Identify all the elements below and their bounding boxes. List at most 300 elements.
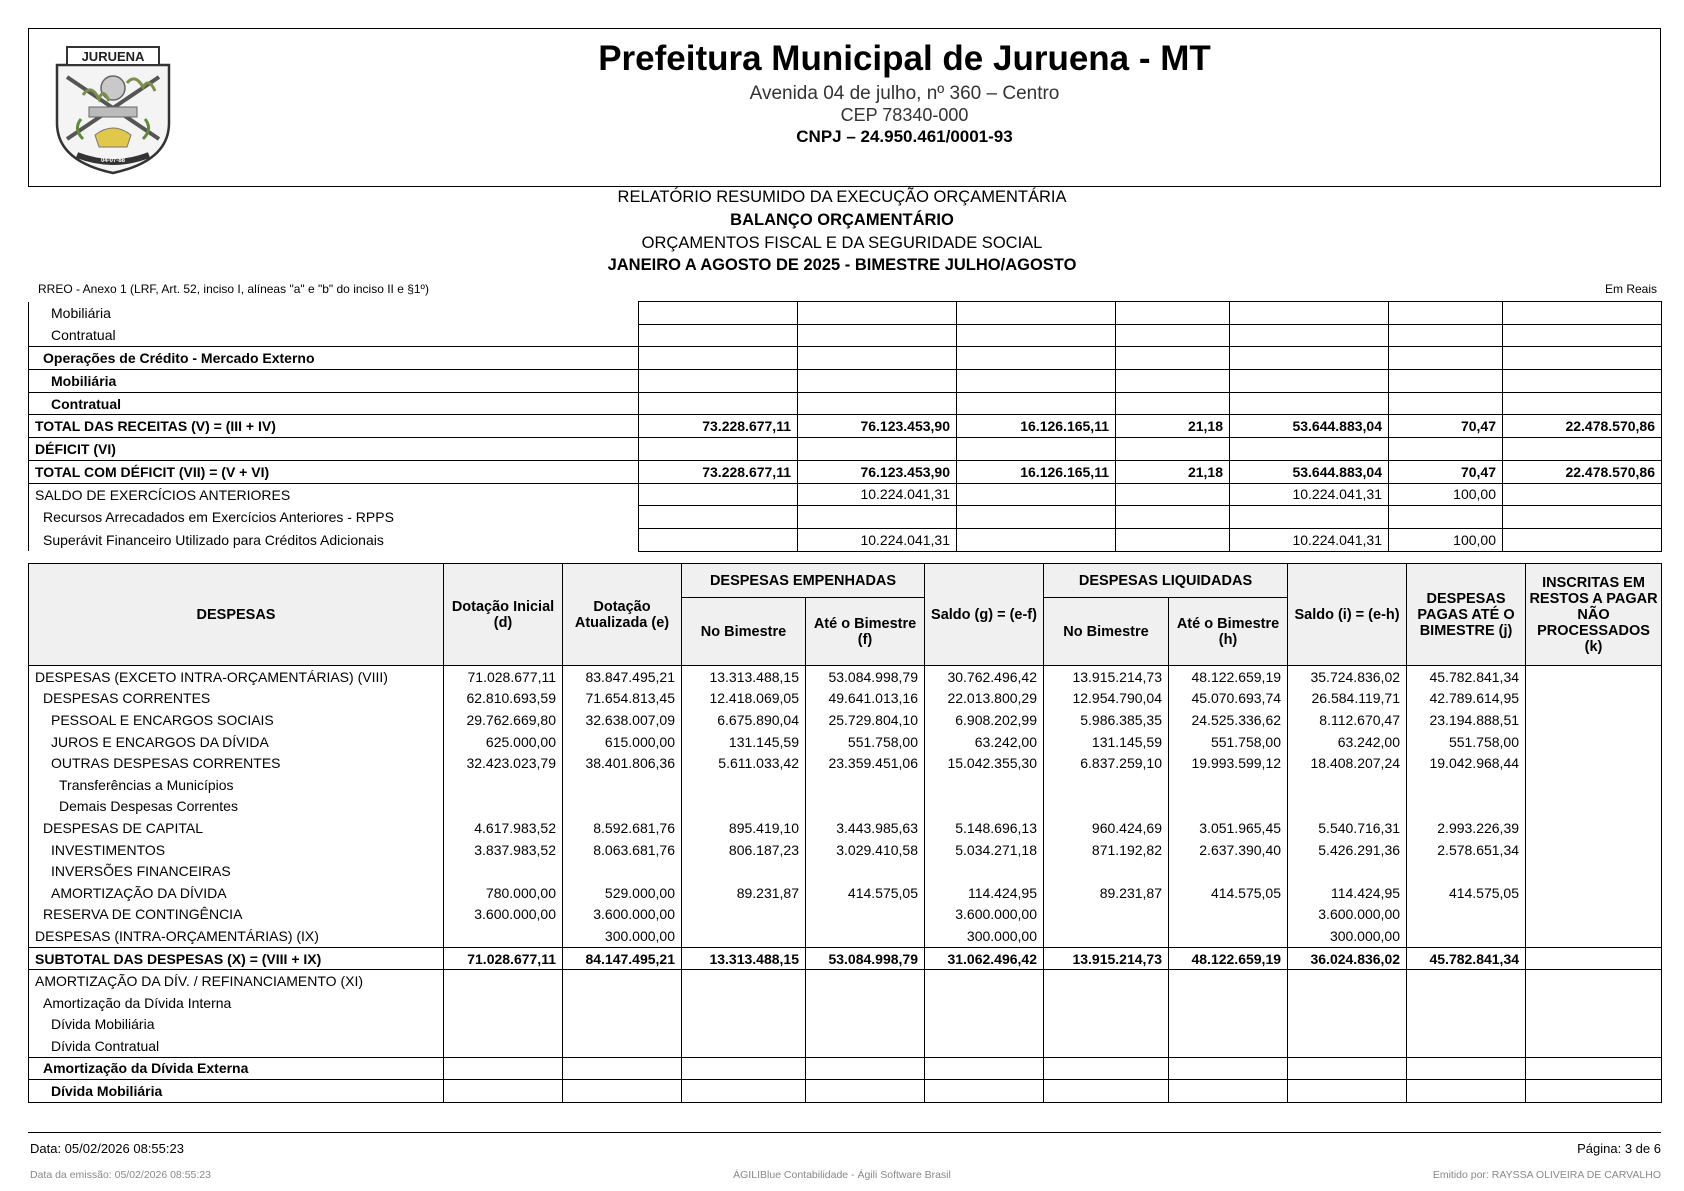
- row-label: SUBTOTAL DAS DESPESAS (X) = (VIII + IX): [29, 947, 444, 970]
- row-label: RESERVA DE CONTINGÊNCIA: [29, 904, 444, 926]
- footer-emission-date: Data da emissão: 05/02/2026 08:55:23: [30, 1169, 211, 1181]
- value-cell: [682, 925, 806, 947]
- value-cell: [1116, 438, 1230, 461]
- amortizacao-row: [29, 1057, 1662, 1080]
- despesa-row: [29, 817, 1662, 839]
- value-cell: 36.024.836,02: [1288, 947, 1407, 970]
- value-cell: [798, 347, 957, 370]
- value-cell: [1116, 324, 1230, 347]
- value-cell: [1407, 904, 1526, 926]
- value-cell: [1288, 1035, 1407, 1057]
- value-cell: [806, 1080, 925, 1103]
- value-cell: 73.228.677,11: [639, 415, 798, 438]
- row-label: Contratual: [29, 392, 639, 415]
- value-cell: [1169, 992, 1288, 1014]
- value-cell: [563, 1057, 682, 1080]
- value-cell: [925, 1035, 1044, 1057]
- despesa-row: [29, 752, 1662, 774]
- value-cell: [925, 970, 1044, 992]
- value-cell: [1407, 774, 1526, 796]
- value-cell: 10.224.041,31: [1230, 528, 1389, 551]
- despesa-row: [29, 839, 1662, 861]
- value-cell: [1407, 796, 1526, 818]
- value-cell: [1526, 947, 1662, 970]
- value-cell: 551.758,00: [1407, 731, 1526, 753]
- value-cell: [1044, 970, 1169, 992]
- value-cell: 2.637.390,40: [1169, 839, 1288, 861]
- value-cell: [1169, 796, 1288, 818]
- value-cell: [1044, 1080, 1169, 1103]
- row-label: Mobiliária: [29, 302, 639, 325]
- value-cell: [444, 1080, 563, 1103]
- value-cell: [1407, 860, 1526, 882]
- value-cell: [1044, 860, 1169, 882]
- report-title-4: JANEIRO A AGOSTO DE 2025 - BIMESTRE JULHO/AGOSTO: [607, 256, 1077, 274]
- receita-row: [29, 483, 1662, 506]
- value-cell: 84.147.495,21: [563, 947, 682, 970]
- value-cell: [1526, 752, 1662, 774]
- value-cell: [1526, 904, 1662, 926]
- address-line-2: CEP 78340-000: [840, 105, 969, 125]
- value-cell: 8.592.681,76: [563, 817, 682, 839]
- value-cell: [444, 992, 563, 1014]
- value-cell: [1389, 370, 1503, 393]
- value-cell: 5.540.716,31: [1288, 817, 1407, 839]
- value-cell: [1044, 904, 1169, 926]
- value-cell: [1169, 860, 1288, 882]
- amortizacao-row: [29, 970, 1662, 992]
- value-cell: 19.042.968,44: [1407, 752, 1526, 774]
- value-cell: 960.424,69: [1044, 817, 1169, 839]
- value-cell: [925, 796, 1044, 818]
- value-cell: [1526, 1014, 1662, 1036]
- value-cell: [563, 1014, 682, 1036]
- value-cell: 23.194.888,51: [1407, 709, 1526, 731]
- value-cell: [1116, 483, 1230, 506]
- value-cell: [1044, 774, 1169, 796]
- value-cell: [1044, 925, 1169, 947]
- value-cell: [1044, 1057, 1169, 1080]
- row-label: Mobiliária: [29, 370, 639, 393]
- value-cell: 6.675.890,04: [682, 709, 806, 731]
- row-label: DESPESAS DE CAPITAL: [29, 817, 444, 839]
- value-cell: 30.762.496,42: [925, 666, 1044, 688]
- value-cell: [957, 483, 1116, 506]
- value-cell: 48.122.659,19: [1169, 666, 1288, 688]
- despesa-row: [29, 904, 1662, 926]
- value-cell: [806, 1035, 925, 1057]
- seal-date: 04-07-88: [100, 158, 126, 164]
- value-cell: [444, 1035, 563, 1057]
- value-cell: [1169, 904, 1288, 926]
- value-cell: [682, 774, 806, 796]
- value-cell: 895.419,10: [682, 817, 806, 839]
- row-label: Transferências a Municípios: [29, 774, 444, 796]
- value-cell: 38.401.806,36: [563, 752, 682, 774]
- value-cell: [1503, 438, 1662, 461]
- row-label: Dívida Contratual: [29, 1035, 444, 1057]
- value-cell: 3.600.000,00: [563, 904, 682, 926]
- value-cell: 89.231,87: [1044, 882, 1169, 904]
- value-cell: [1407, 1014, 1526, 1036]
- value-cell: [798, 370, 957, 393]
- value-cell: [639, 370, 798, 393]
- value-cell: 6.837.259,10: [1044, 752, 1169, 774]
- row-label: JUROS E ENCARGOS DA DÍVIDA: [29, 731, 444, 753]
- value-cell: [639, 528, 798, 551]
- value-cell: [806, 774, 925, 796]
- col-group-liquidadas: DESPESAS LIQUIDADAS: [1044, 564, 1288, 598]
- value-cell: 32.638.007,09: [563, 709, 682, 731]
- row-label: AMORTIZAÇÃO DA DÍVIDA: [29, 882, 444, 904]
- value-cell: [806, 992, 925, 1014]
- value-cell: 5.148.696,13: [925, 817, 1044, 839]
- value-cell: 49.641.013,16: [806, 688, 925, 710]
- footer-page-number: Página: 3 de 6: [1577, 1141, 1661, 1156]
- value-cell: [798, 302, 957, 325]
- value-cell: [1169, 1057, 1288, 1080]
- row-label: SALDO DE EXERCÍCIOS ANTERIORES: [29, 483, 639, 506]
- value-cell: 13.313.488,15: [682, 666, 806, 688]
- value-cell: [1169, 925, 1288, 947]
- value-cell: [1407, 1080, 1526, 1103]
- value-cell: [925, 860, 1044, 882]
- despesa-row: [29, 731, 1662, 753]
- value-cell: [1230, 347, 1389, 370]
- value-cell: 114.424,95: [1288, 882, 1407, 904]
- value-cell: [1044, 992, 1169, 1014]
- subtotal-row: [29, 947, 1662, 970]
- value-cell: [806, 904, 925, 926]
- value-cell: 76.123.453,90: [798, 415, 957, 438]
- value-cell: 529.000,00: [563, 882, 682, 904]
- despesa-row: [29, 774, 1662, 796]
- value-cell: 35.724.836,02: [1288, 666, 1407, 688]
- row-label: DESPESAS (EXCETO INTRA-ORÇAMENTÁRIAS) (VIII): [29, 666, 444, 688]
- col-emp-ate-bimestre: Até o Bimestre (f): [806, 598, 925, 666]
- col-despesas: DESPESAS: [29, 564, 444, 666]
- value-cell: 3.443.985,63: [806, 817, 925, 839]
- value-cell: [1230, 324, 1389, 347]
- value-cell: 6.908.202,99: [925, 709, 1044, 731]
- value-cell: 29.762.669,80: [444, 709, 563, 731]
- row-label: Demais Despesas Correntes: [29, 796, 444, 818]
- value-cell: 63.242,00: [925, 731, 1044, 753]
- value-cell: [1407, 925, 1526, 947]
- value-cell: [957, 347, 1116, 370]
- value-cell: 12.418.069,05: [682, 688, 806, 710]
- value-cell: [806, 860, 925, 882]
- value-cell: 414.575,05: [806, 882, 925, 904]
- receitas-table: [28, 301, 1662, 552]
- value-cell: [1503, 506, 1662, 529]
- value-cell: [1230, 370, 1389, 393]
- value-cell: 26.584.119,71: [1288, 688, 1407, 710]
- value-cell: [444, 970, 563, 992]
- value-cell: 25.729.804,10: [806, 709, 925, 731]
- value-cell: [1526, 1080, 1662, 1103]
- value-cell: [1288, 860, 1407, 882]
- value-cell: 22.013.800,29: [925, 688, 1044, 710]
- value-cell: 22.478.570,86: [1503, 415, 1662, 438]
- receita-row: [29, 392, 1662, 415]
- value-cell: [1044, 1014, 1169, 1036]
- row-label: INVESTIMENTOS: [29, 839, 444, 861]
- value-cell: 53.644.883,04: [1230, 415, 1389, 438]
- row-label: PESSOAL E ENCARGOS SOCIAIS: [29, 709, 444, 731]
- col-dotacao-inicial: Dotação Inicial (d): [444, 564, 563, 666]
- row-label: Dívida Mobiliária: [29, 1080, 444, 1103]
- value-cell: 63.242,00: [1288, 731, 1407, 753]
- col-emp-no-bimestre: No Bimestre: [682, 598, 806, 666]
- value-cell: [1526, 796, 1662, 818]
- value-cell: [639, 392, 798, 415]
- value-cell: [1526, 774, 1662, 796]
- value-cell: [1116, 392, 1230, 415]
- value-cell: [682, 970, 806, 992]
- value-cell: [1503, 302, 1662, 325]
- value-cell: 70,47: [1389, 460, 1503, 483]
- value-cell: [1526, 688, 1662, 710]
- org-name: Prefeitura Municipal de Juruena - MT: [598, 39, 1211, 78]
- value-cell: [798, 392, 957, 415]
- row-label: DESPESAS CORRENTES: [29, 688, 444, 710]
- value-cell: [639, 483, 798, 506]
- value-cell: 45.782.841,34: [1407, 666, 1526, 688]
- value-cell: 300.000,00: [1288, 925, 1407, 947]
- report-title-2: BALANÇO ORÇAMENTÁRIO: [730, 211, 954, 229]
- value-cell: [639, 506, 798, 529]
- despesa-row: [29, 882, 1662, 904]
- value-cell: 551.758,00: [806, 731, 925, 753]
- value-cell: [444, 774, 563, 796]
- value-cell: 71.654.813,45: [563, 688, 682, 710]
- value-cell: [1407, 1057, 1526, 1080]
- value-cell: [563, 1080, 682, 1103]
- value-cell: [1116, 506, 1230, 529]
- row-label: Dívida Mobiliária: [29, 1014, 444, 1036]
- row-label: AMORTIZAÇÃO DA DÍV. / REFINANCIAMENTO (XI): [29, 970, 444, 992]
- value-cell: [1389, 324, 1503, 347]
- value-cell: [1116, 370, 1230, 393]
- receita-row: [29, 302, 1662, 325]
- value-cell: 300.000,00: [925, 925, 1044, 947]
- value-cell: 19.993.599,12: [1169, 752, 1288, 774]
- despesa-row: [29, 925, 1662, 947]
- value-cell: [563, 860, 682, 882]
- value-cell: 5.426.291,36: [1288, 839, 1407, 861]
- value-cell: 45.070.693,74: [1169, 688, 1288, 710]
- value-cell: 13.915.214,73: [1044, 947, 1169, 970]
- row-label: Amortização da Dívida Interna: [29, 992, 444, 1014]
- value-cell: [444, 925, 563, 947]
- value-cell: [1044, 1035, 1169, 1057]
- value-cell: [1503, 370, 1662, 393]
- value-cell: 31.062.496,42: [925, 947, 1044, 970]
- row-label: TOTAL COM DÉFICIT (VII) = (V + VI): [29, 460, 639, 483]
- value-cell: [1288, 774, 1407, 796]
- value-cell: [1407, 992, 1526, 1014]
- value-cell: [1230, 392, 1389, 415]
- value-cell: 48.122.659,19: [1169, 947, 1288, 970]
- value-cell: 45.782.841,34: [1407, 947, 1526, 970]
- row-label: Amortização da Dívida Externa: [29, 1057, 444, 1080]
- value-cell: [682, 904, 806, 926]
- value-cell: [925, 992, 1044, 1014]
- currency-unit: Em Reais: [1604, 282, 1657, 296]
- value-cell: 22.478.570,86: [1503, 460, 1662, 483]
- row-label: DÉFICIT (VI): [29, 438, 639, 461]
- value-cell: 131.145,59: [1044, 731, 1169, 753]
- value-cell: [1526, 839, 1662, 861]
- value-cell: 32.423.023,79: [444, 752, 563, 774]
- value-cell: [1116, 302, 1230, 325]
- col-saldo-i: Saldo (i) = (e-h): [1288, 564, 1407, 666]
- value-cell: [1526, 731, 1662, 753]
- receita-row: [29, 528, 1662, 551]
- receita-row: [29, 347, 1662, 370]
- receita-row: [29, 415, 1662, 438]
- value-cell: [1169, 1014, 1288, 1036]
- col-liq-ate-bimestre: Até o Bimestre (h): [1169, 598, 1288, 666]
- value-cell: [925, 1014, 1044, 1036]
- value-cell: [1407, 970, 1526, 992]
- value-cell: [1389, 506, 1503, 529]
- value-cell: [1526, 925, 1662, 947]
- value-cell: [563, 970, 682, 992]
- value-cell: 53.084.998,79: [806, 947, 925, 970]
- value-cell: 3.600.000,00: [1288, 904, 1407, 926]
- value-cell: 73.228.677,11: [639, 460, 798, 483]
- value-cell: [639, 347, 798, 370]
- value-cell: 76.123.453,90: [798, 460, 957, 483]
- value-cell: [1288, 970, 1407, 992]
- despesa-row: [29, 666, 1662, 688]
- amortizacao-row: [29, 1014, 1662, 1036]
- value-cell: [1526, 817, 1662, 839]
- row-label: Superávit Financeiro Utilizado para Créditos Adicionais: [29, 528, 639, 551]
- value-cell: [806, 1057, 925, 1080]
- value-cell: [563, 774, 682, 796]
- value-cell: [1389, 347, 1503, 370]
- value-cell: [1116, 347, 1230, 370]
- col-saldo-g: Saldo (g) = (e-f): [925, 564, 1044, 666]
- value-cell: [1230, 302, 1389, 325]
- value-cell: [682, 1057, 806, 1080]
- value-cell: [682, 992, 806, 1014]
- value-cell: 21,18: [1116, 415, 1230, 438]
- value-cell: [1288, 1057, 1407, 1080]
- receita-row: [29, 460, 1662, 483]
- value-cell: [957, 324, 1116, 347]
- value-cell: [1389, 438, 1503, 461]
- row-label: Recursos Arrecadados em Exercícios Anteriores - RPPS: [29, 506, 639, 529]
- value-cell: [1169, 970, 1288, 992]
- footer-divider: [28, 1132, 1661, 1133]
- value-cell: [1169, 774, 1288, 796]
- value-cell: 18.408.207,24: [1288, 752, 1407, 774]
- value-cell: [957, 370, 1116, 393]
- value-cell: 3.051.965,45: [1169, 817, 1288, 839]
- value-cell: 551.758,00: [1169, 731, 1288, 753]
- value-cell: [798, 506, 957, 529]
- value-cell: [1044, 796, 1169, 818]
- value-cell: 100,00: [1389, 528, 1503, 551]
- value-cell: [957, 506, 1116, 529]
- value-cell: 2.993.226,39: [1407, 817, 1526, 839]
- value-cell: 16.126.165,11: [957, 415, 1116, 438]
- col-group-empenhadas: DESPESAS EMPENHADAS: [682, 564, 925, 598]
- value-cell: [1389, 302, 1503, 325]
- value-cell: [1503, 528, 1662, 551]
- footer-issuer: Emitido por: RAYSSA OLIVEIRA DE CARVALHO: [1432, 1169, 1661, 1181]
- value-cell: [806, 1014, 925, 1036]
- value-cell: [1288, 1014, 1407, 1036]
- value-cell: 10.224.041,31: [798, 528, 957, 551]
- value-cell: 13.313.488,15: [682, 947, 806, 970]
- seal-text: JURUENA: [81, 49, 145, 64]
- value-cell: 625.000,00: [444, 731, 563, 753]
- value-cell: 615.000,00: [563, 731, 682, 753]
- value-cell: 10.224.041,31: [1230, 483, 1389, 506]
- value-cell: 3.600.000,00: [925, 904, 1044, 926]
- value-cell: 4.617.983,52: [444, 817, 563, 839]
- value-cell: 300.000,00: [563, 925, 682, 947]
- value-cell: 8.063.681,76: [563, 839, 682, 861]
- value-cell: 414.575,05: [1169, 882, 1288, 904]
- amortizacao-row: [29, 992, 1662, 1014]
- value-cell: 5.034.271,18: [925, 839, 1044, 861]
- value-cell: 3.029.410,58: [806, 839, 925, 861]
- report-title-3: ORÇAMENTOS FISCAL E DA SEGURIDADE SOCIAL: [641, 234, 1043, 252]
- value-cell: [957, 302, 1116, 325]
- value-cell: 23.359.451,06: [806, 752, 925, 774]
- value-cell: [1526, 860, 1662, 882]
- receita-row: [29, 438, 1662, 461]
- value-cell: 131.145,59: [682, 731, 806, 753]
- value-cell: [1526, 992, 1662, 1014]
- value-cell: [798, 438, 957, 461]
- value-cell: 42.789.614,95: [1407, 688, 1526, 710]
- value-cell: 71.028.677,11: [444, 666, 563, 688]
- value-cell: [1503, 392, 1662, 415]
- value-cell: [1389, 392, 1503, 415]
- value-cell: 5.986.385,35: [1044, 709, 1169, 731]
- value-cell: [639, 324, 798, 347]
- value-cell: [1503, 483, 1662, 506]
- cnpj: CNPJ – 24.950.461/0001-93: [796, 127, 1013, 146]
- row-label: TOTAL DAS RECEITAS (V) = (III + IV): [29, 415, 639, 438]
- value-cell: [1288, 992, 1407, 1014]
- value-cell: [1169, 1035, 1288, 1057]
- value-cell: 2.578.651,34: [1407, 839, 1526, 861]
- value-cell: 71.028.677,11: [444, 947, 563, 970]
- value-cell: [1503, 324, 1662, 347]
- footer-software: ÁGILIBlue Contabilidade - Ágili Software Brasil: [733, 1169, 951, 1181]
- row-label: DESPESAS (INTRA-ORÇAMENTÁRIAS) (IX): [29, 925, 444, 947]
- value-cell: [806, 925, 925, 947]
- value-cell: [1526, 970, 1662, 992]
- annex-reference: RREO - Anexo 1 (LRF, Art. 52, inciso I, alíneas "a" e "b" do inciso II e §1º): [38, 282, 429, 296]
- value-cell: 15.042.355,30: [925, 752, 1044, 774]
- value-cell: [563, 796, 682, 818]
- value-cell: [682, 1035, 806, 1057]
- value-cell: [1526, 709, 1662, 731]
- value-cell: [1407, 1035, 1526, 1057]
- value-cell: 114.424,95: [925, 882, 1044, 904]
- value-cell: [1288, 796, 1407, 818]
- value-cell: [1230, 506, 1389, 529]
